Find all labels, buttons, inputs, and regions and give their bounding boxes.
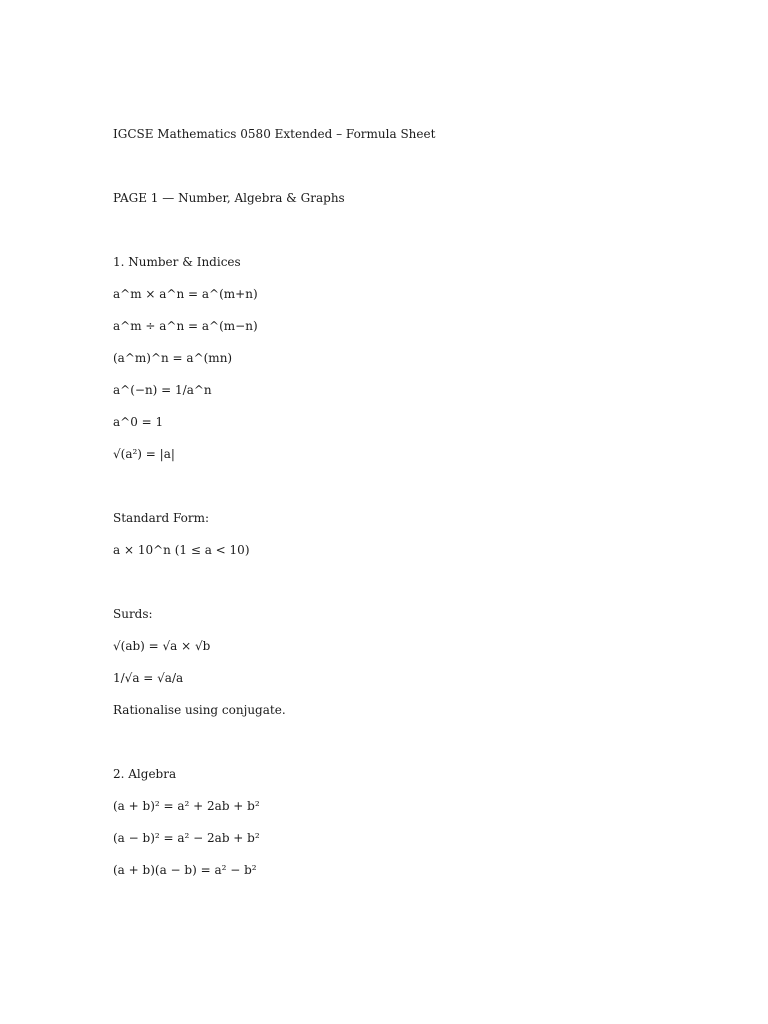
formula-line: (a + b)(a − b) = a² − b² [113, 863, 257, 877]
formula-line: √(a²) = |a| [113, 447, 175, 461]
formula-line: a × 10^n (1 ≤ a < 10) [113, 543, 250, 557]
formula-line: a^m ÷ a^n = a^(m−n) [113, 319, 258, 333]
formula-line: 1/√a = √a/a [113, 671, 184, 685]
section-heading-number-indices: 1. Number & Indices [113, 255, 241, 269]
formula-line: (a + b)² = a² + 2ab + b² [113, 799, 260, 813]
document-title: IGCSE Mathematics 0580 Extended – Formula Sheet [113, 127, 436, 141]
formula-line: √(ab) = √a × √b [113, 639, 211, 653]
section-heading-surds: Surds: [113, 607, 153, 621]
formula-line: (a^m)^n = a^(mn) [113, 351, 233, 365]
section-heading-algebra: 2. Algebra [113, 767, 177, 781]
section-heading-standard-form: Standard Form: [113, 511, 210, 525]
formula-line: (a − b)² = a² − 2ab + b² [113, 831, 260, 845]
formula-line: a^0 = 1 [113, 415, 164, 429]
formula-line: a^m × a^n = a^(m+n) [113, 287, 258, 301]
note-line: Rationalise using conjugate. [113, 703, 286, 717]
page-heading: PAGE 1 — Number, Algebra & Graphs [113, 191, 345, 205]
formula-line: a^(−n) = 1/a^n [113, 383, 212, 397]
